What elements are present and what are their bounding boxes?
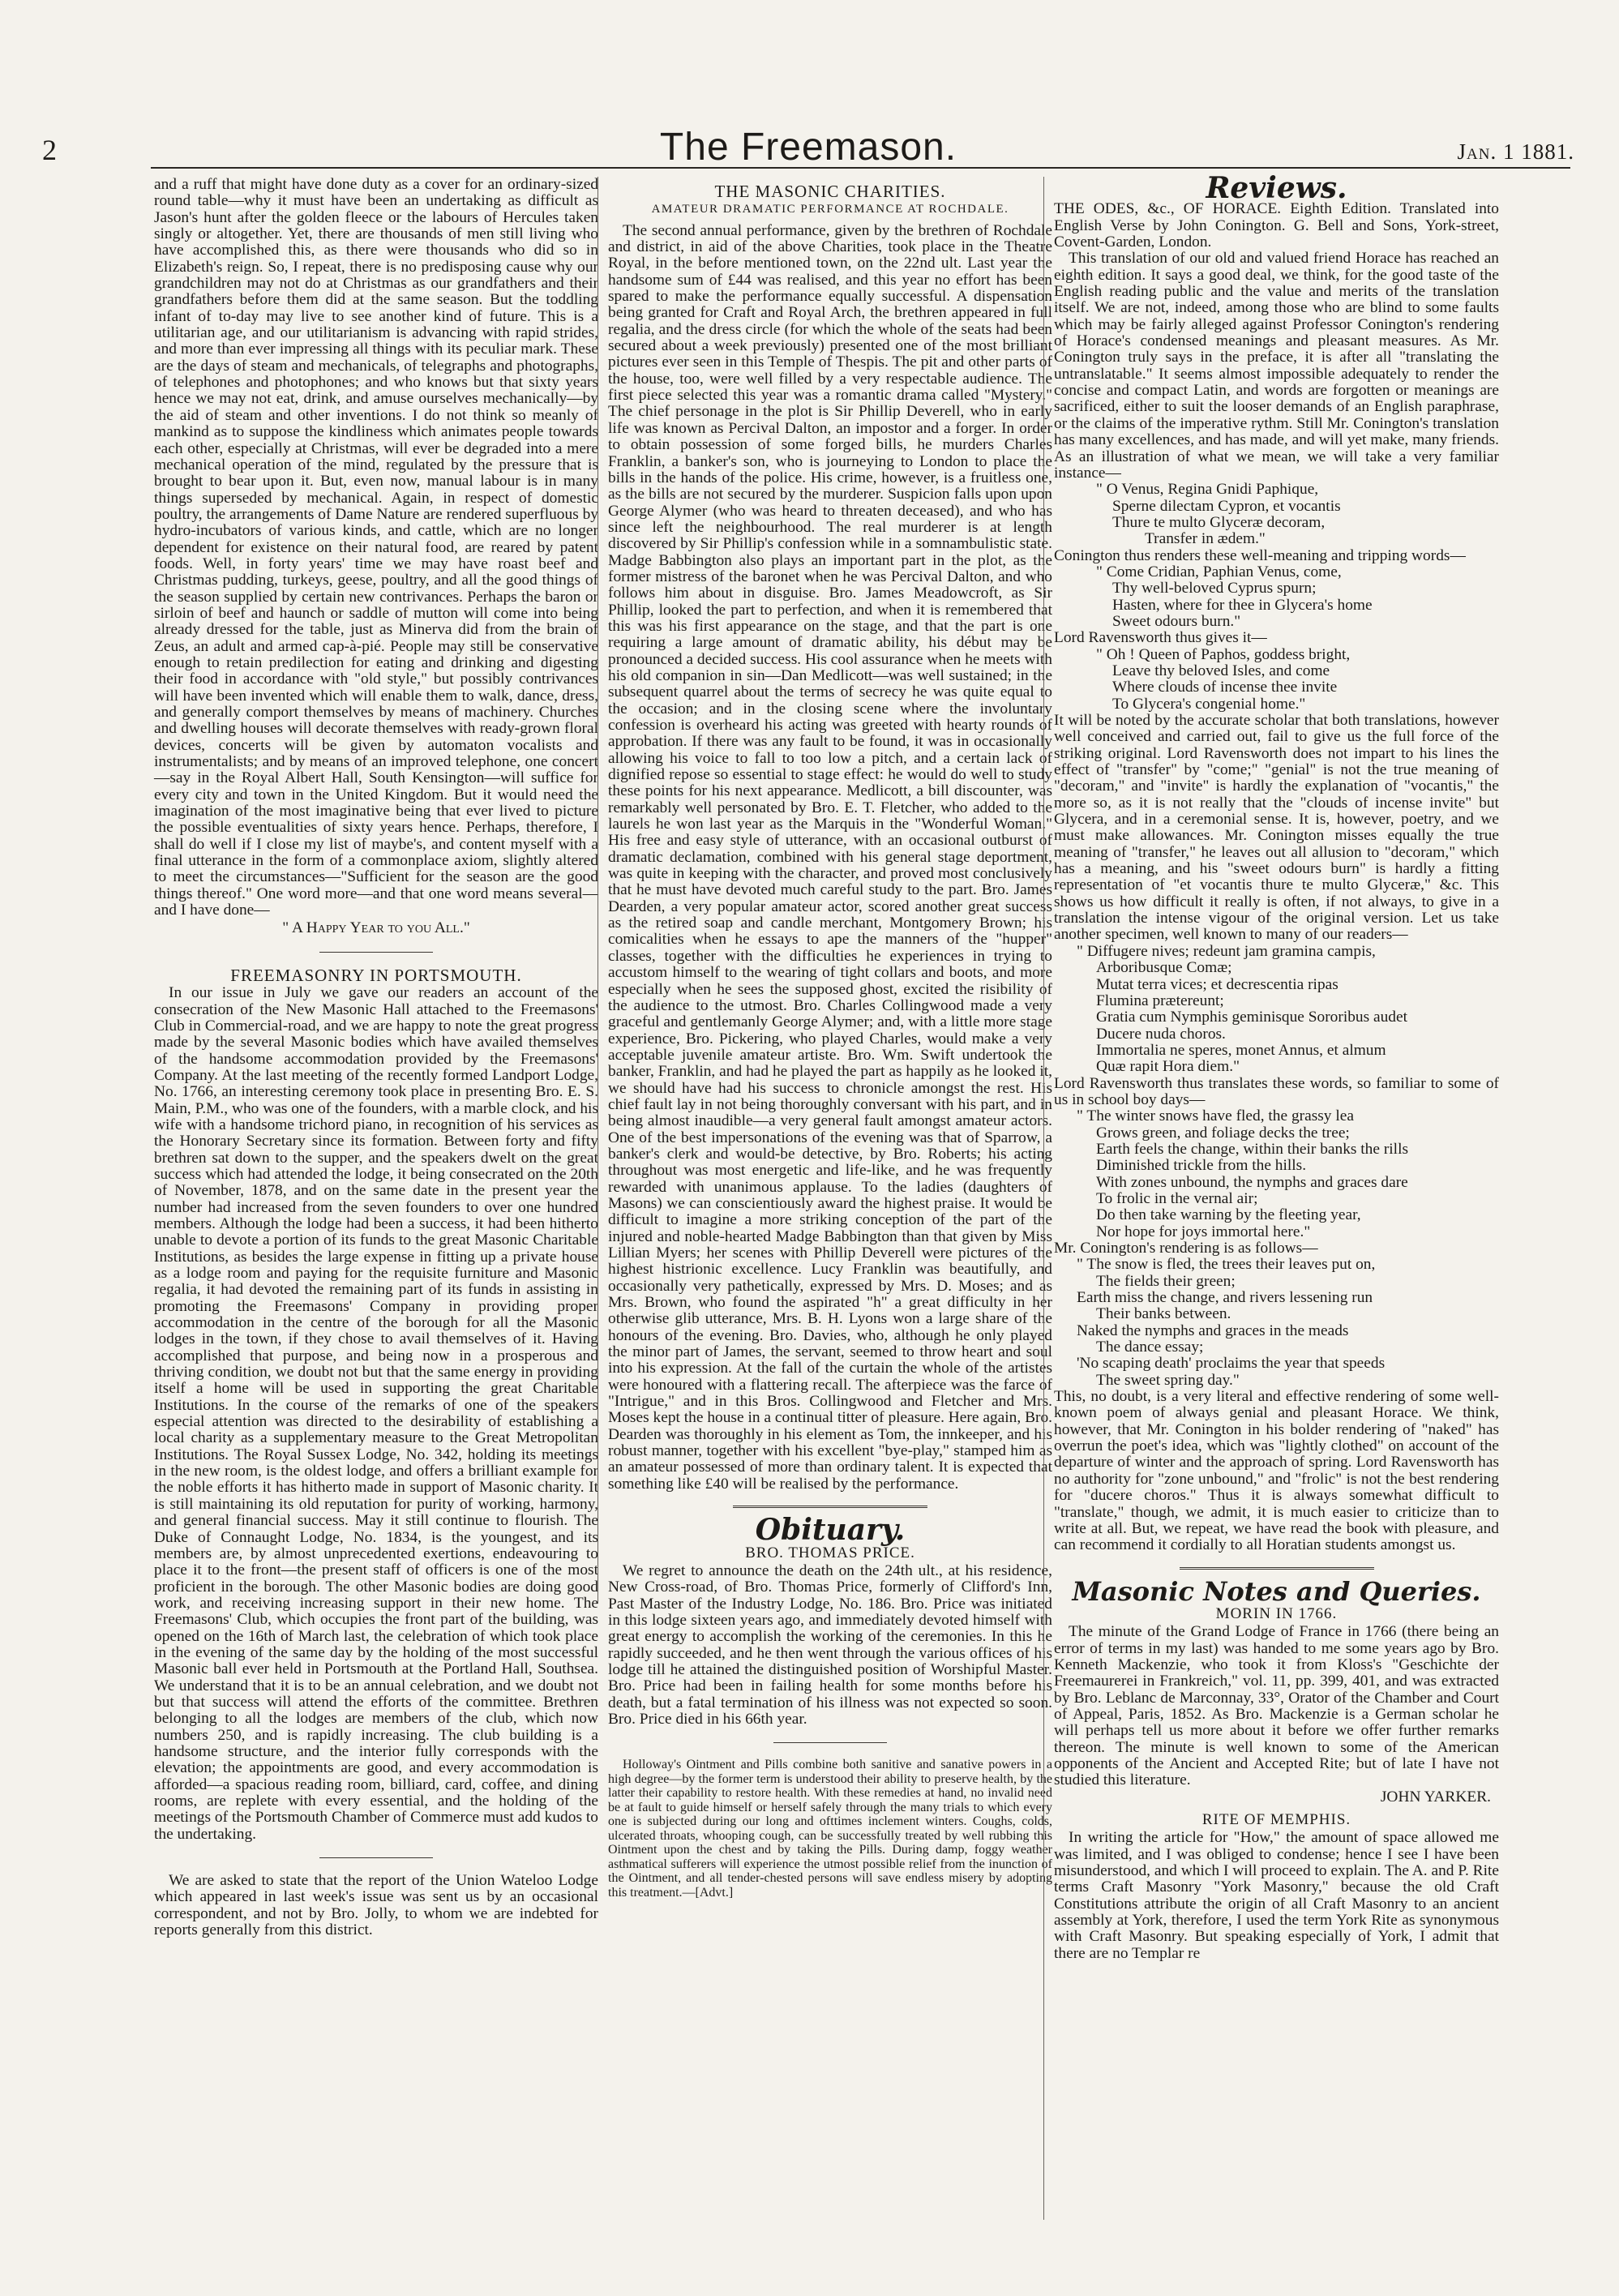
verse-line: Nor hope for joys immortal here." [1096,1223,1311,1240]
verse-line: Diminished trickle from the hills. [1096,1157,1307,1175]
latin-verse-2 [1054,944,1499,1076]
morin-text: The minute of the Grand Lodge of France in 1766 (there being an error of terms in my last) was handed to me some years ago by Bro. Kenneth Mackenzie, who took it from Kloss's "Geschichte der Freemaurerei in Frankreich," vol. 11, pp. 399, 401, and was extracted by Bro. Leblanc de Marconnay, 33°, Orator of the Chamber and Court of Appeal, Paris, 1852. As Bro. Mackenzie is a German scholar he will perhaps tell us more about it before we offer further remarks thereon. The minute is well known to some of the American opponents of the Ancient and Accepted Rite; but of late I have not studied this literature. [1054,1623,1499,1789]
memphis-heading: RITE OF MEMPHIS. [1201,1811,1351,1828]
verse-line: " O Venus, Regina Gnidi Paphique, [1096,481,1319,499]
verse-line: " Come Cridian, Paphian Venus, come, [1096,563,1342,580]
article-separator [319,1857,433,1858]
portsmouth-heading: FREEMASONRY IN PORTSMOUTH. [230,965,522,985]
review-title: THE ODES, &c., OF HORACE. Eighth Edition. Translated into English Verse by John Conington. G. Bell and Sons, York-street, Covent-Garden, London. [1054,200,1499,251]
review-bridge-3: Lord Ravensworth thus translates these words, so familiar to some of us in school boy days— [1054,1074,1499,1108]
issue-date: Jan. 1 1881. [1457,139,1574,164]
header-rule [151,167,1570,169]
column-1 [154,177,598,1938]
charities-heading: THE MASONIC CHARITIES. [714,182,946,201]
verse-line: Sweet odours burn." [1112,612,1241,630]
masthead [42,125,1574,167]
verse-line: Where clouds of incense thee invite [1112,679,1338,696]
notes-queries-heading: Masonic Notes and Queries. [1072,1575,1481,1607]
verse-line: Their banks between. [1096,1305,1231,1323]
verse-line: Sperne dilectam Cypron, et vocantis [1112,497,1341,515]
charities-subheading: AMATEUR DRAMATIC PERFORMANCE AT ROCHDALE. [651,203,1009,216]
page-number: 2 [42,134,57,166]
obituary-heading: Obituary. [755,1513,906,1548]
review-bridge-4: Mr. Conington's rendering is as follows— [1054,1240,1318,1257]
verse-line: To frolic in the vernal air; [1096,1189,1258,1207]
english-verse-3 [1054,1108,1499,1240]
verse-line: Thure te multo Glyceræ decoram, [1112,513,1326,531]
latin-verse-1 [1054,482,1499,547]
verse-line: Mutat terra vices; et decrescentia ripas [1096,975,1338,993]
english-verse-4 [1054,1257,1499,1389]
column-2 [597,177,1052,1900]
verse-line: With zones unbound, the nymphs and graces dare [1096,1173,1408,1191]
verse-line: " The snow is fled, the trees their leaves put on, [1077,1256,1376,1274]
newspaper-title: The Freemason. [659,126,957,169]
verse-line: To Glycera's congenial home." [1112,695,1306,713]
morin-heading: MORIN IN 1766. [1215,1604,1338,1622]
review-bridge-2: Lord Ravensworth thus gives it— [1054,629,1267,647]
verse-line: Transfer in ædem." [1145,530,1266,548]
correction-notice: We are asked to state that the report of the Union Wateloo Lodge which appeared in last week's issue was sent us by an occasional correspondent, and not by Bro. Jolly, to whom we are indebted for reports generally from this district. [154,1872,598,1939]
review-bridge-1: Conington thus renders these well-meaning and tripping words— [1054,546,1466,564]
english-verse-2 [1054,647,1499,713]
section-double-rule [733,1506,927,1509]
column-3 [1043,171,1499,2220]
obituary-text: We regret to announce the death on the 24th ult., at his residence, New Cross-road, of Bro. Thomas Price, formerly of Clifford's Inn, Past Master of the Industry Lodge, No. 186. Bro. Price was initiated in this lodge sixteen years ago, and immediately devoted himself with great energy to accomplish the working of the ceremonies. In this he rapidly succeeded, and he then went through the various offices of his lodge till he attained the distinguished position of Worshipful Master. Bro. Price had been in failing health for some months before his death, but a fatal termination of his illness was not expected so soon. Bro. Price died in his 66th year. [608,1561,1052,1728]
christmas-article-text: and a ruff that might have done duty as a cover for an ordinary-sized round table—why it must have been an undertaking as difficult as Jason's hunt after the golden fleece or the labours of Hercules taken singly or altogether. Yet, there are thousands of men still living who have accomplished this, as there were thousands who did so in Elizabeth's reign. So, I repeat, there is no predisposing cause why our grandchildren may not do at Christmas as our grandfathers and their grandfathers before them did at the same season. But the toddling infant of to-day may live to see another kind of future. This is a utilitarian age, and our utilitarianism is advancing with rapid strides, and more than ever impressing all things with its peculiar mark. These are the days of steam and mechanicals, of telegraphs and photographs, of telephones and photophones; and who knows but that sixty years hence we may not eat, drink, and amuse ourselves mechanically—by the aid of steam and other inventions. I do not think so meanly of mankind as to suppose the kindliness which animates people towards each other, especially at Christmas, will ever be degraded into a mere mechanical operation of the mind, regulated by the pressure that is brought to bear upon it. But, even now, manual labour is in many things superseded by mechanical. Again, in respect of domestic poultry, the arrangements of Dame Nature are rendered superfluous by hydro-incubators of various kinds, and cattle, which are no longer dependent for existence on their natural food, are reared by patent foods. Well, in forty years' time we may have roast beef and Christmas pudding, turkeys, geese, poultry, and all the good things of the season supplied by certain new contrivances. Perhaps the baron or sirloin of beef and haunch or saddle of mutton will come into being already dressed for the table, just as Minerva did from the brain of Zeus, an adult and armed cap-à-pié. People may still be conservative enough to retain predilection for eating and drinking and digesting their food in accordance with "old style," but possibly contrivances will have been invented which will enable them to walk, dance, dress, and generally comport themselves by means of machinery. Churches and dwelling houses will decorate themselves with ready-grown floral devices, concerts will be given by automaton vocalists and instrumentalists; and by means of an improved telephone, one concert—say in the Royal Albert Hall, South Kensington—will suffice for every city and town in the United Kingdom. But it would need the imagination of the most imaginative being that ever lived to picture the possible eventualities of sixty years hence. Perhaps, therefore, I shall do well if I close my list of maybe's, and content myself with a final utterance in the form of a commonplace axiom, slightly altered to meet the circumstances—"Sufficient for the season are the good things thereof." One word more—and that one word means several—and I have done— [154,176,598,919]
obituary-name: BRO. THOMAS PRICE. [745,1544,915,1561]
verse-line: The sweet spring day." [1096,1371,1240,1389]
holloway-advert: Holloway's Ointment and Pills combine both sanitive and sanative powers in a high degree—by the former term is understood their ability to preserve health, by the latter their capability to restore health. With these remedies at hand, no invalid need be at fault to guide himself or herself safely through the many trials to which every one is subjected during our long and ofttimes inclement winters. Coughs, colds, ulcerated throats, whooping cough, can be successfully treated by well rubbing this Ointment upon the chest and by taking the Pills. During damp, foggy weather asthmatical sufferers will experience the utmost possible relief from the inunction of the Ointment, and all tender-chested persons will save endless misery by adopting this treatment.—[Advt.] [608,1758,1052,1900]
english-verse-1 [1054,564,1499,630]
memphis-text: In writing the article for "How," the amount of space allowed me was limited, and I was obliged to condense; hence I see I have been misunderstood, and which I will proceed to explain. The A. and P. Rite terms Craft Masonry "York Masonry," because the old Craft Constitutions attribute the origin of all Craft Masonry to an ancient assembly at York, therefore, I used the term York Rite as synonymous with Craft Masonry. But speaking especially of York, I admit that there are no Templar re [1054,1829,1499,1962]
verse-line: Hasten, where for thee in Glycera's home [1112,596,1373,614]
verse-line: The dance essay; [1096,1339,1204,1356]
verse-line: Gratia cum Nymphis geminisque Sororibus audet [1096,1009,1407,1026]
verse-line: Immortalia ne speres, monet Annus, et almum [1096,1041,1386,1059]
review-text-1: This translation of our old and valued friend Horace has reached an eighth edition. It says a good deal, we think, for the good taste of the English reading public and the value and merits of the translation itself. We are not, indeed, among those who are blind to some faults which may be fairly alleged against Professor Conington's rendering of Horace's condensed meanings and pleasant measures. As Mr. Conington truly says in the preface, it is after all "translating the untranslatable." It seems almost impossible adequately to render the concise and compact Latin, and words are forgotten or meanings are sacrificed, either to suit the looser demands of an English paraphrase, or the claims of the imperative rythm. Still Mr. Conington's translation has many excellences, and has made, and will yet make, many friends. As an illustration of what we mean, we will take a very familiar instance— [1054,250,1499,482]
article-separator [773,1742,887,1743]
verse-line: " Diffugere nives; redeunt jam gramina campis, [1077,942,1376,960]
verse-line: Naked the nymphs and graces in the meads [1077,1321,1349,1339]
section-double-rule [1180,1567,1374,1570]
portsmouth-article-text: In our issue in July we gave our readers an account of the consecration of the New Masonic Hall attached to the Freemasons' Club in Commercial-road, and we are happy to note the great progress made by the several Masonic bodies which have availed themselves of the handsome accommodation provided by the Freemasons' Company. At the last meeting of the recently formed Landport Lodge, No. 1766, an interesting ceremony took place in presenting Bro. E. S. Main, P.M., who was one of the founders, with a marble clock, and his wife with a handsome trichord piano, in recognition of his services as the Honorary Secretary since its formation. Between forty and fifty brethren sat down to the supper, and the speakers dwelt on the great success which had attended the lodge, it being consecrated on the 20th of November, 1878, and on the same date in the present year the number had increased from the seven founders to over one hundred members. Although the lodge had been a success, it had been hitherto unable to devote a portion of its funds to the great Masonic Charitable Institutions, as besides the large expense in fitting up a private house as a lodge room and paying for the requisite furniture and Masonic regalia, it had devoted the remaining part of its funds in assisting in promoting the Freemasons' Company in providing proper accommodation in the centre of the borough for all the Masonic lodges in the town, if they chose to avail themselves of it. Having accomplished that purpose, and being now in a prosperous and thriving condition, we doubt not but that the same energy in providing itself a home will be used in supporting the great Charitable Institutions. In the course of the remarks of one of the speakers especial attention was directed to the desirability of establishing a local charity as a supplementary measure to the Great Metropolitan Institutions. The Royal Sussex Lodge, No. 342, holding its meetings in the new room, is the oldest lodge, and offers a brilliant example for the noble efforts it has hitherto made in support of Masonic charity. It is still maintaining its old reputation for purity of working, harmony, and general financial success. May it still continue to flourish. The Duke of Connaught Lodge, No. 1834, is the youngest, and its members are, by almost unprecedented exertions, endeavouring to place it to the front—the present staff of officers is one of the most proficient in the borough. The other Masonic bodies are doing good work, and receiving increasing support in their new home. The Freemasons' Club, which occupies the front part of the building, was opened on the 16th of March last, the celebration of which took place in the evening of the same day by the holding of the most successful Masonic ball ever held in Portsmouth at the Portland Hall, Southsea. We understand that it is to be an annual celebration, and we doubt not but that success will attend the efforts of the committee. Brethren belonging to all the lodges are members of the club, which now numbers 250, and is rapidly increasing. The club building is a handsome structure, and the interior fully corresponds with the elevation; the appointments are good, and every accommodation is afforded—a spacious reading room, billiard, card, coffee, and dining rooms, are replete with every essential, and the holding of the meetings of the Portsmouth Chamber of Commerce must add kudos to the undertaking. [154,984,598,1843]
verse-line: 'No scaping death' proclaims the year that speeds [1077,1355,1386,1373]
review-text-3: This, no doubt, is a very literal and effective rendering of some well-known poem of always genial and pleasant Horace. We think, however, that Mr. Conington in his bolder rendering of "naked" has overrun the poet's idea, which was "lightly clothed" on account of the departure of winter and the approach of spring. Lord Ravensworth has no authority for "zone unbound," and "frolic" is not the best rendering for "ducere choros." Thus it is always somewhat difficult to "translate," though, we admit, it is much easier to criticize than to write at all. But, we repeat, we have read the book with pleasure, and can recommend it cordially to all Horatian students amongst us. [1054,1388,1499,1554]
article-separator [319,952,433,953]
reviews-heading: Reviews. [1206,171,1347,205]
verse-line: Leave thy beloved Isles, and come [1112,662,1330,679]
verse-line: The fields their green; [1096,1272,1236,1290]
verse-line: Flumina prætereunt; [1096,992,1224,1009]
verse-line: Arboribusque Comæ; [1096,959,1232,977]
verse-line: " Oh ! Queen of Paphos, goddess bright, [1096,645,1351,663]
review-text-2: It will be noted by the accurate scholar that both translations, however well conceived and carried out, fail to give us the full force of the striking original. Lord Ravensworth does not impart to his lines the effect of "transfer" by "come;" "genial" is not the true meaning of "decoram," and "invite" is hardly the explanation of "vocantis," the more so, as it is not really that the "clouds of incense invite" but Glycera, and in a ceremonial sense. It is, however, poetry, and we must make allowances. Mr. Conington misses equally the true meaning of "transfer," he leaves out all allusion to "decoram," which has a meaning, and his "sweet odours burn" is hardly a fitting representation of "et vocantis thure te multo Glyceræ," &c. This shows us how difficult it really is often, if not always, to give in a translation the intense vigour of the original version. Let us take another specimen, well known to many of our readers— [1054,712,1499,944]
article-closing: " A Happy Year to you All." [282,919,470,937]
verse-line: Grows green, and foliage decks the tree; [1096,1124,1350,1142]
verse-line: Ducere nuda choros. [1096,1025,1226,1043]
verse-line: " The winter snows have fled, the grassy lea [1077,1107,1354,1125]
verse-line: Do then take warning by the fleeting year, [1096,1206,1361,1224]
verse-line: Earth miss the change, and rivers lessening run [1077,1289,1373,1307]
verse-line: Quæ rapit Hora diem." [1096,1058,1240,1076]
verse-line: Thy well-beloved Cyprus spurn; [1112,580,1317,598]
charities-article-text: The second annual performance, given by the brethren of Rochdale and district, in aid of the above Charities, took place in the Theatre Royal, in the before mentioned town, on the 22nd ult. Last year the handsome sum of £44 was realised, and this year no effort has been spared to make the performance equally successful. A dispensation being granted for Craft and Royal Arch, the brethren appeared in full regalia, and the dress circle (for which the whole of the seats had been secured about a week previously) presented one of the most brilliant pictures ever seen in this Temple of Thespis. The pit and other parts of the house, too, were well filled by a very respectable audience. The first piece selected this year was a romantic drama called "Mystery." The chief personage in the plot is Sir Phillip Deverell, who in early life was known as Percival Dalton, an impostor and a forger. In order to obtain possession of some forged bills, he murders Charles Franklin, a banker's son, who is journeying to London to place the bills in the hands of the police. His crime, however, is a fruitless one, as the bills are not secured by the murderer. Suspicion falls upon upon George Alymer (who was heard to threaten deceased), and who has since left the neighbourhood. The real murderer is at length discovered by Sir Phillip's confession while in a somnambulistic state. Madge Babbington also plays an important part in the plot, as the former mistress of the baronet when he was Percival Dalton, and who follows him about in disguise. Bro. James Meadowcroft, as Sir Phillip, looked the part to perfection, and when it is remembered that this was his first appearance on the stage, and that the part is one requiring a large amount of dramatic ability, his début may be pronounced a decided success. His cool assurance when he meets with his old companion in sin—Dan Medlicott—was well sustained; in the subsequent quarrel about the terms of secrecy he was quite equal to the occasion; and in the closing scene where the involuntary confession is overheard his acting was greeted with hearty rounds of approbation. If there was any fault to be found, it was in occasionally allowing his voice to fall to too low a pitch, and a certain lack of dignified repose so essential to stage effect: he would do well to study these points for his next appearance. Medlicott, a bill discounter, was remarkably well personated by Bro. E. T. Fletcher, who added to the laurels he won last year as the Marquis in the "Wonderful Woman." His free and easy style of utterance, with an occasional outburst of dramatic declamation, combined with his general stage deportment, was quite in keeping with the character, and proved most conclusively that he must have devoted much careful study to the part. Bro. James Dearden, a very popular amateur actor, scored another great success as the retired soap and candle merchant, Montgomery Brown; his comicalities when he essays to ape the manners of the "hupper" classes, together with the difficulties he experiences in trying to accustom himself to the wearing of tight collars and boots, and more especially when he sees the supposed ghost, excited the risibility of the audience to the utmost. Bro. Charles Collingwood made a very graceful and gentlemanly George Alymer; and, with a little more stage experience, Bro. Pickering, who played Charles, would make a very acceptable juvenile amateur artiste. Bro. Wm. Swift undertook the banker, Franklin, and had he played the part as happily as he looked it, we should have had his success to chronicle amongst the rest. His chief fault lay in not being thoroughly conversant with his part, and in being almost inaudible—a very general fault amongst amateur actors. One of the best impersonations of the evening was that of Sparrow, a banker's clerk and would-be detective, by Bro. Roberts; his acting throughout was most energetic and life-like, and he was frequently rewarded with unanimous applause. To the ladies (daughters of Masons) we can conscientiously award the highest praise. It would be difficult to imagine a more striking conception of the part of the injured and noble-hearted Madge Babbington than that given by Miss Lillian Myers; her scenes with Phillip Deverell were pictures of the highest histrionic excellence. Lucy Franklin was beautifully, and occasionally very pathetically, expressed by Mrs. D. Moses; and as Mrs. Brown, who found the aspirated "h" a great difficulty in her otherwise glib utterance, Mrs. B. H. Lyons won a large share of the honours of the evening. Bro. Davies, who, although he only played the minor part of James, the servant, seemed to throw heart and soul into his expression. At the fall of the curtain the whole of the artistes were honoured with a flattering recall. The afterpiece was the farce of "Intrigue," and in this Bros. Collingwood and Fletcher and Mrs. Moses kept the house in a continual titter of pleasure. Here again, Bro. Dearden was thoroughly in his element as Tom, the innkeeper, and his robust manner, together with his excellent "bye-play," stamped him as an amateur possessed of more than ordinary talent. It is expected that something like £40 will be realised by the performance. [608,221,1052,1493]
verse-line: Earth feels the change, within their banks the rills [1096,1140,1409,1158]
morin-signature: JOHN YARKER. [1380,1788,1491,1806]
